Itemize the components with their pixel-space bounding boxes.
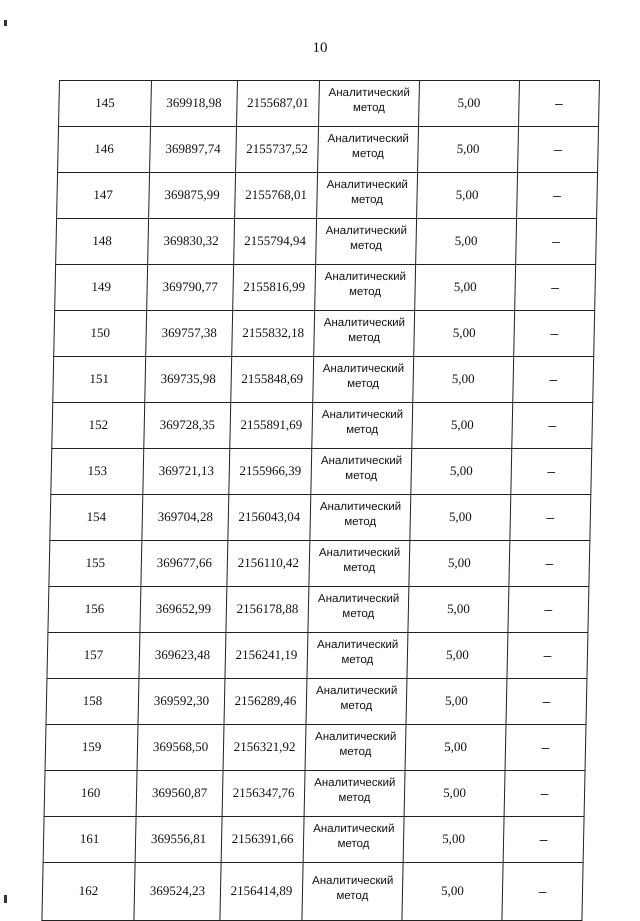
accuracy-cell: 5,00 [419, 81, 520, 127]
method-cell: Аналитический метод [304, 771, 405, 817]
accuracy-cell: 5,00 [416, 219, 517, 265]
note-cell: – [503, 817, 584, 863]
note-cell: – [516, 219, 597, 265]
accuracy-cell: 5,00 [402, 863, 503, 921]
x-coordinate-cell: 369592,30 [138, 679, 225, 725]
note-cell: – [513, 357, 594, 403]
accuracy-cell: 5,00 [406, 679, 507, 725]
method-cell: Аналитический метод [307, 633, 408, 679]
note-cell: – [514, 311, 595, 357]
method-cell: Аналитический метод [306, 679, 407, 725]
y-coordinate-cell: 2156391,66 [221, 817, 304, 863]
y-coordinate-cell: 2155816,99 [233, 265, 316, 311]
x-coordinate-cell: 369704,28 [142, 495, 229, 541]
y-coordinate-cell: 2156347,76 [222, 771, 305, 817]
point-number-cell: 147 [57, 173, 150, 219]
accuracy-cell: 5,00 [404, 771, 505, 817]
method-cell: Аналитический метод [309, 541, 410, 587]
point-number-cell: 157 [47, 633, 140, 679]
y-coordinate-cell: 2155848,69 [231, 357, 314, 403]
table-row [42, 863, 583, 921]
scan-edge-mark [4, 895, 7, 903]
table-row [43, 817, 584, 863]
note-cell: – [502, 863, 583, 921]
point-number-cell: 149 [55, 265, 148, 311]
note-cell: – [519, 81, 600, 127]
table-row [47, 633, 588, 679]
note-cell: – [504, 771, 585, 817]
note-cell: – [507, 633, 588, 679]
y-coordinate-cell: 2155832,18 [232, 311, 315, 357]
method-cell: Аналитический метод [305, 725, 406, 771]
table-row [58, 127, 599, 173]
accuracy-cell: 5,00 [418, 127, 519, 173]
method-cell: Аналитический метод [313, 357, 414, 403]
accuracy-cell: 5,00 [403, 817, 504, 863]
accuracy-cell: 5,00 [415, 265, 516, 311]
accuracy-cell: 5,00 [405, 725, 506, 771]
note-cell: – [515, 265, 596, 311]
method-cell: Аналитический метод [317, 173, 418, 219]
method-cell: Аналитический метод [312, 403, 413, 449]
y-coordinate-cell: 2155891,69 [230, 403, 313, 449]
point-number-cell: 154 [50, 495, 143, 541]
table-row [49, 541, 590, 587]
y-coordinate-cell: 2155966,39 [229, 449, 312, 495]
x-coordinate-cell: 369897,74 [150, 127, 237, 173]
table-row [59, 81, 600, 127]
x-coordinate-cell: 369790,77 [147, 265, 234, 311]
x-coordinate-cell: 369728,35 [144, 403, 231, 449]
point-number-cell: 153 [51, 449, 144, 495]
note-cell: – [512, 403, 593, 449]
accuracy-cell: 5,00 [417, 173, 518, 219]
point-number-cell: 146 [58, 127, 151, 173]
x-coordinate-cell: 369623,48 [139, 633, 226, 679]
x-coordinate-cell: 369757,38 [146, 311, 233, 357]
method-cell: Аналитический метод [303, 817, 404, 863]
point-number-cell: 150 [54, 311, 147, 357]
coordinates-table [41, 80, 600, 921]
x-coordinate-cell: 369875,99 [149, 173, 236, 219]
method-cell: Аналитический метод [314, 311, 415, 357]
table-row [48, 587, 589, 633]
y-coordinate-cell: 2156110,42 [227, 541, 310, 587]
point-number-cell: 161 [43, 817, 136, 863]
method-cell: Аналитический метод [311, 449, 412, 495]
method-cell: Аналитический метод [316, 219, 417, 265]
point-number-cell: 156 [48, 587, 141, 633]
y-coordinate-cell: 2155687,01 [237, 81, 320, 127]
accuracy-cell: 5,00 [409, 541, 510, 587]
point-number-cell: 145 [59, 81, 152, 127]
y-coordinate-cell: 2155737,52 [236, 127, 319, 173]
x-coordinate-cell: 369735,98 [145, 357, 232, 403]
table-row [53, 357, 594, 403]
method-cell: Аналитический метод [308, 587, 409, 633]
table-row [56, 219, 597, 265]
x-coordinate-cell: 369721,13 [143, 449, 230, 495]
method-cell: Аналитический метод [315, 265, 416, 311]
point-number-cell: 158 [46, 679, 139, 725]
y-coordinate-cell: 2155768,01 [235, 173, 318, 219]
x-coordinate-cell: 369524,23 [134, 863, 221, 921]
accuracy-cell: 5,00 [411, 449, 512, 495]
y-coordinate-cell: 2156289,46 [224, 679, 307, 725]
accuracy-cell: 5,00 [408, 587, 509, 633]
point-number-cell: 162 [42, 863, 135, 921]
note-cell: – [511, 449, 592, 495]
table-row [57, 173, 598, 219]
x-coordinate-cell: 369560,87 [136, 771, 223, 817]
accuracy-cell: 5,00 [413, 357, 514, 403]
note-cell: – [508, 587, 589, 633]
scan-edge-mark [4, 20, 7, 26]
table-body [42, 81, 600, 921]
method-cell: Аналитический метод [318, 127, 419, 173]
accuracy-cell: 5,00 [412, 403, 513, 449]
table-row [52, 403, 593, 449]
note-cell: – [506, 679, 587, 725]
accuracy-cell: 5,00 [410, 495, 511, 541]
y-coordinate-cell: 2156178,88 [226, 587, 309, 633]
x-coordinate-cell: 369556,81 [135, 817, 222, 863]
table-row [46, 679, 587, 725]
note-cell: – [517, 173, 598, 219]
point-number-cell: 160 [44, 771, 137, 817]
y-coordinate-cell: 2156043,04 [228, 495, 311, 541]
method-cell: Аналитический метод [310, 495, 411, 541]
method-cell: Аналитический метод [302, 863, 403, 921]
note-cell: – [509, 541, 590, 587]
note-cell: – [518, 127, 599, 173]
y-coordinate-cell: 2156321,92 [223, 725, 306, 771]
y-coordinate-cell: 2155794,94 [234, 219, 317, 265]
table-row [55, 265, 596, 311]
accuracy-cell: 5,00 [407, 633, 508, 679]
x-coordinate-cell: 369568,50 [137, 725, 224, 771]
table-row [54, 311, 595, 357]
point-number-cell: 151 [53, 357, 146, 403]
table-row [44, 771, 585, 817]
x-coordinate-cell: 369652,99 [140, 587, 227, 633]
point-number-cell: 152 [52, 403, 145, 449]
x-coordinate-cell: 369677,66 [141, 541, 228, 587]
accuracy-cell: 5,00 [414, 311, 515, 357]
note-cell: – [510, 495, 591, 541]
point-number-cell: 155 [49, 541, 142, 587]
page-number: 10 [312, 40, 328, 56]
table-row [45, 725, 586, 771]
y-coordinate-cell: 2156241,19 [225, 633, 308, 679]
point-number-cell: 148 [56, 219, 149, 265]
table-row [51, 449, 592, 495]
method-cell: Аналитический метод [319, 81, 420, 127]
point-number-cell: 159 [45, 725, 138, 771]
y-coordinate-cell: 2156414,89 [220, 863, 303, 921]
x-coordinate-cell: 369918,98 [151, 81, 238, 127]
table-row [50, 495, 591, 541]
x-coordinate-cell: 369830,32 [148, 219, 235, 265]
note-cell: – [505, 725, 586, 771]
